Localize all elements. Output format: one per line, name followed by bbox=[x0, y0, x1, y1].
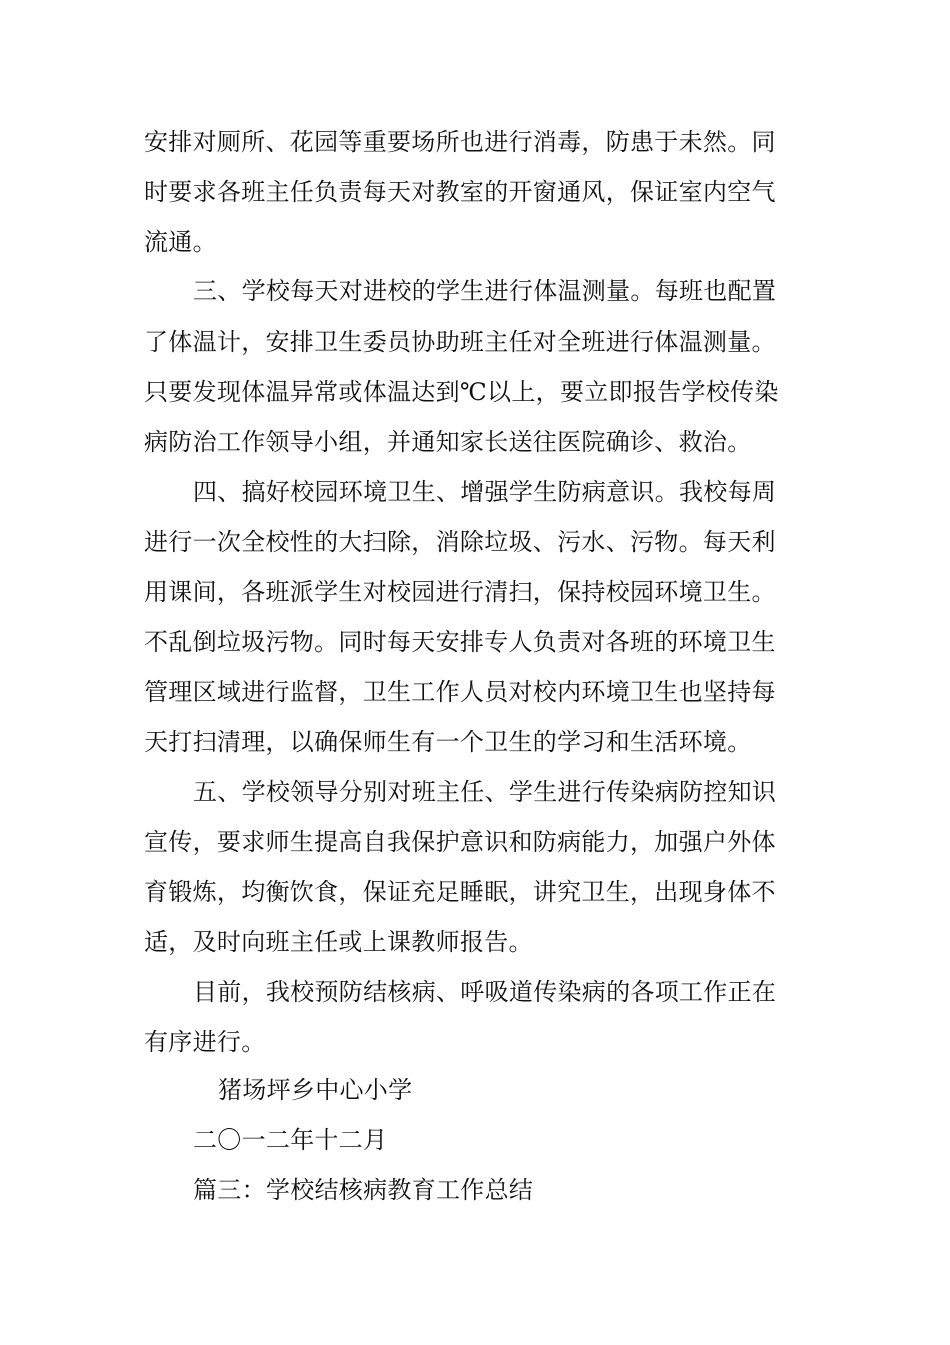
body-text-line: 了体温计，安排卫生委员协助班主任对全班进行体温测量。 bbox=[144, 328, 776, 356]
paragraph-five-start: 五、学校领导分别对班主任、学生进行传染病防控知识 bbox=[193, 778, 777, 806]
signature-date: 二〇一二年十二月 bbox=[193, 1126, 388, 1154]
body-text-line: 病防治工作领导小组，并通知家长送往医院确诊、救治。 bbox=[144, 428, 752, 456]
body-text-line: 流通。 bbox=[144, 228, 217, 256]
body-text-line: 安排对厕所、花园等重要场所也进行消毒，防患于未然。同 bbox=[144, 128, 776, 156]
body-text-line: 进行一次全校性的大扫除，消除垃圾、污水、污物。每天利 bbox=[144, 528, 776, 556]
body-text-line: 有序进行。 bbox=[144, 1028, 266, 1056]
paragraph-three-start: 三、学校每天对进校的学生进行体温测量。每班也配置 bbox=[193, 277, 777, 305]
body-text-line: 不乱倒垃圾污物。同时每天安排专人负责对各班的环境卫生 bbox=[144, 628, 776, 656]
body-text-line: 管理区域进行监督，卫生工作人员对校内环境卫生也坚持每 bbox=[144, 678, 776, 706]
closing-paragraph-start: 目前，我校预防结核病、呼吸道传染病的各项工作正在 bbox=[193, 978, 777, 1006]
body-text-line: 育锻炼，均衡饮食，保证充足睡眠，讲究卫生，出现身体不 bbox=[144, 878, 776, 906]
body-text-line: 时要求各班主任负责每天对教室的开窗通风，保证室内空气 bbox=[144, 178, 776, 206]
body-text-line: 宣传，要求师生提高自我保护意识和防病能力，加强户外体 bbox=[144, 828, 776, 856]
next-section-title: 篇三：学校结核病教育工作总结 bbox=[193, 1176, 534, 1204]
paragraph-four-start: 四、搞好校园环境卫生、增强学生防病意识。我校每周 bbox=[193, 478, 777, 506]
body-text-line: 适，及时向班主任或上课教师报告。 bbox=[144, 928, 533, 956]
body-text-line: 只要发现体温异常或体温达到℃以上，要立即报告学校传染 bbox=[144, 378, 779, 406]
body-text-line: 用课间，各班派学生对校园进行清扫，保持校园环境卫生。 bbox=[144, 578, 776, 606]
signature-school: 猪场坪乡中心小学 bbox=[218, 1076, 413, 1104]
body-text-line: 天打扫清理，以确保师生有一个卫生的学习和生活环境。 bbox=[144, 728, 752, 756]
